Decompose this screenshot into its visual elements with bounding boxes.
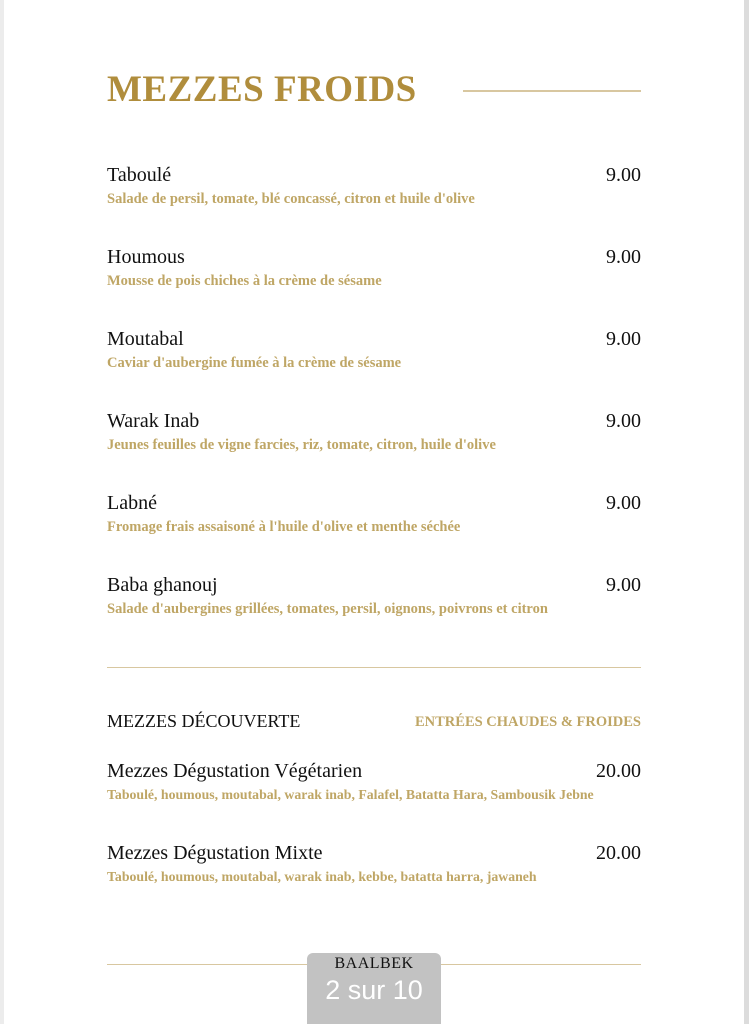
- menu-item: [107, 163, 641, 209]
- item-name: Labné: [107, 492, 157, 514]
- page-edge-left: [0, 0, 4, 1024]
- item-name: Warak Inab: [107, 410, 200, 432]
- item-description: Salade d'aubergines grillées, tomates, persil, oignons, poivrons et citron: [107, 601, 548, 617]
- discovery-subtitle: ENTRÉES CHAUDES & FROIDES: [414, 714, 641, 730]
- item-description: Fromage frais assaisoné à l'huile d'olive et menthe séchée: [107, 519, 461, 535]
- item-price: 9.00: [606, 492, 641, 514]
- item-price: 20.00: [596, 842, 641, 864]
- item-name: Taboulé: [107, 164, 172, 186]
- section-divider: [107, 667, 641, 668]
- section-title: MEZZES FROIDS: [107, 69, 417, 110]
- menu-item: [107, 573, 641, 619]
- menu-item: [107, 327, 641, 373]
- title-rule: [463, 90, 641, 92]
- page-indicator-overlay: [307, 953, 441, 1024]
- item-price: 9.00: [606, 164, 641, 186]
- menu-item: [107, 759, 641, 805]
- item-description: Salade de persil, tomate, blé concassé, citron et huile d'olive: [107, 191, 475, 207]
- item-name: Houmous: [107, 246, 185, 268]
- menu-item: [107, 245, 641, 291]
- scrollbar[interactable]: [744, 0, 749, 1024]
- menu-item: [107, 491, 641, 537]
- item-name: Mezzes Dégustation Végétarien: [107, 760, 363, 782]
- item-description: Caviar d'aubergine fumée à la crème de sésame: [107, 355, 402, 371]
- discovery-title: MEZZES DÉCOUVERTE: [107, 711, 301, 731]
- item-name: Moutabal: [107, 328, 184, 350]
- item-description: Taboulé, houmous, moutabal, warak inab, Falafel, Batatta Hara, Sambousik Jebne: [107, 787, 594, 802]
- item-description: Mousse de pois chiches à la crème de sésame: [107, 273, 382, 289]
- menu-item: [107, 841, 641, 887]
- item-price: 9.00: [606, 574, 641, 596]
- item-price: 9.00: [606, 328, 641, 350]
- menu-item: [107, 409, 641, 455]
- item-price: 20.00: [596, 760, 641, 782]
- item-price: 9.00: [606, 410, 641, 432]
- footer-brand: BAALBEK: [334, 955, 414, 972]
- item-name: Mezzes Dégustation Mixte: [107, 842, 323, 864]
- item-price: 9.00: [606, 246, 641, 268]
- item-name: Baba ghanouj: [107, 574, 218, 596]
- page-indicator: 2 sur 10: [325, 975, 423, 1005]
- item-description: Jeunes feuilles de vigne farcies, riz, tomate, citron, huile d'olive: [107, 437, 496, 453]
- item-description: Taboulé, houmous, moutabal, warak inab, kebbe, batatta harra, jawaneh: [107, 869, 537, 884]
